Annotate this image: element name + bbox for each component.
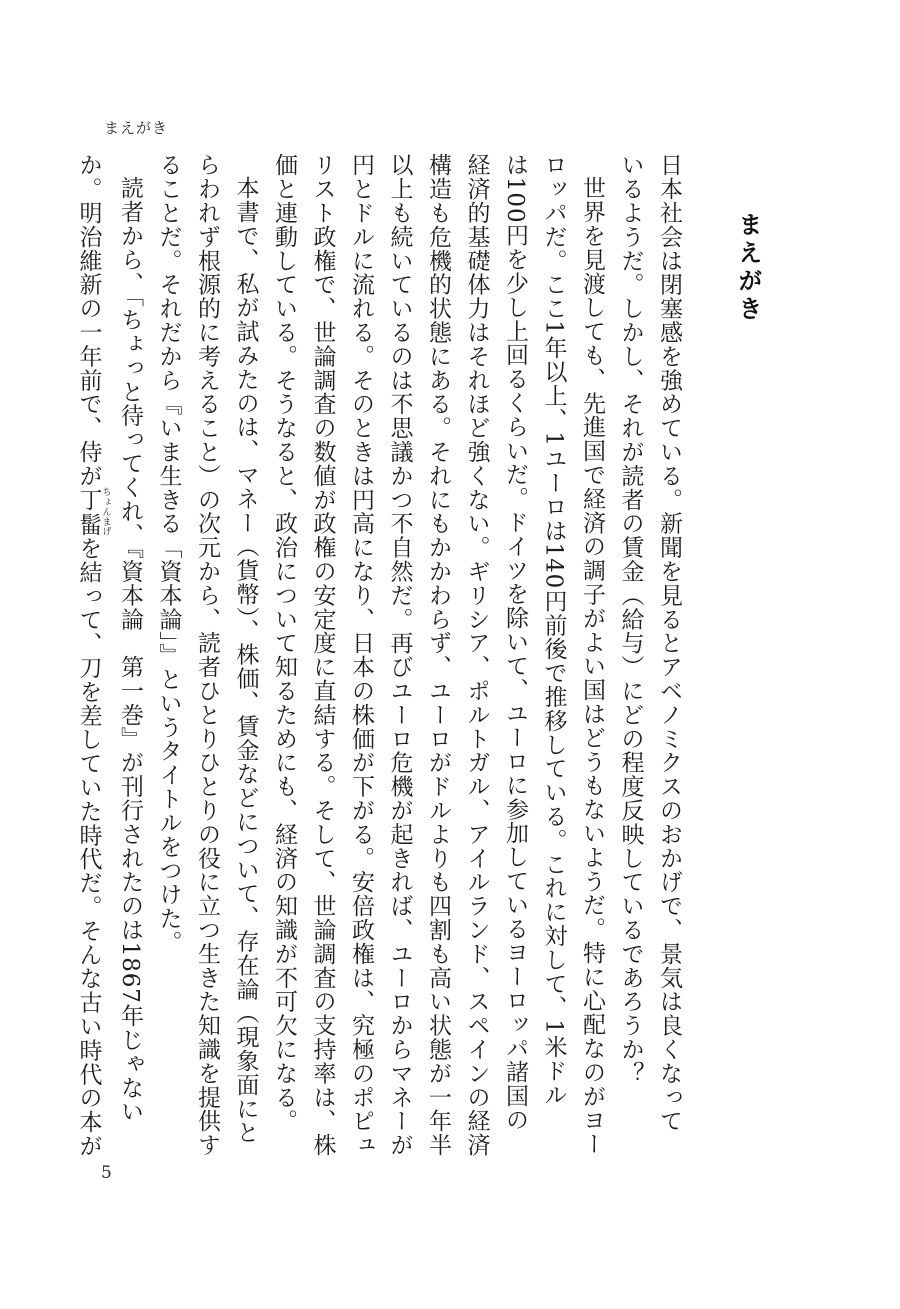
text-column: は100円を少し上回るくらいだ。ドイツを除いて、ユーロに参加しているヨーロッパ諸国の <box>502 153 528 1132</box>
page-number: 5 <box>101 1163 112 1183</box>
text-column: いるようだ。しかし、それが読者の賃金（給与）にどの程度反映しているであろうか？ <box>617 153 644 1086</box>
text-column: ることだ。それだから『いま生きる「資本論」』というタイトルをつけた。 <box>155 153 182 955</box>
running-header: まえがき <box>104 119 169 137</box>
ruby-reading: ちょんまげ <box>100 487 111 537</box>
text-column: ロッパだ。ここ1年以上、1ユーロは140円前後で推移している。これに対して、1米ドル <box>540 153 567 1107</box>
text-column: 価と連動している。そうなると、政治について知るためにも、経済の知識が不可欠になる。 <box>271 153 297 1133</box>
text-column-with-ruby: か。明治維新の一年前で、侍が丁髷 ちょんまげを結って、刀を差していた時代だ。そんな古い時代の本が <box>75 153 111 1158</box>
text-column: 以上も続いているのは不思議かつ不自然だ。再びユーロ危機が起きれば、ユーロからマネーが <box>386 153 413 1157</box>
chapter-title: まえがき <box>734 212 762 324</box>
ruby-annotation: 丁髷 ちょんまげ <box>75 487 111 537</box>
text-column: 読者から、「ちょっと待ってくれ、『資本論 第一巻』が刊行されたのは1867年じゃない <box>117 176 143 1124</box>
text-column: 経済的基礎体力はそれほど強くない。ギリシア、ポルトガル、アイルランド、スペインの経済 <box>463 153 490 1157</box>
text-column: リスト政権で、世論調査の数値が政権の安定度に直結する。そして、世論調査の支持率は、株 <box>309 153 336 1157</box>
text-column: 本書で、私が試みたのは、マネー（貨幣）、株価、賃金などについて、存在論（現象面にと <box>232 176 259 1145</box>
body-text <box>69 153 688 1163</box>
text-column: 構造も危機的状態にある。それにもかかわらず、ユーロがドルよりも四割も高い状態が一年半 <box>425 153 451 1157</box>
text-column: らわれず根源的に考えること）の次元から、読者ひとりひとりの役に立つ生きた知識を提供す <box>194 153 220 1157</box>
text-column: 円とドルに流れる。そのときは円高になり、日本の株価が下がる。安倍政権は、究極のポピュ <box>348 153 374 1157</box>
text-column: 日本社会は閉塞感を強めている。新聞を見るとアベノミクスのおかげで、景気は良くなって <box>656 153 682 1133</box>
text-column: 世界を見渡しても、先進国で経済の調子がよい国はどうもないようだ。特に心配なのがヨー <box>579 176 605 1156</box>
